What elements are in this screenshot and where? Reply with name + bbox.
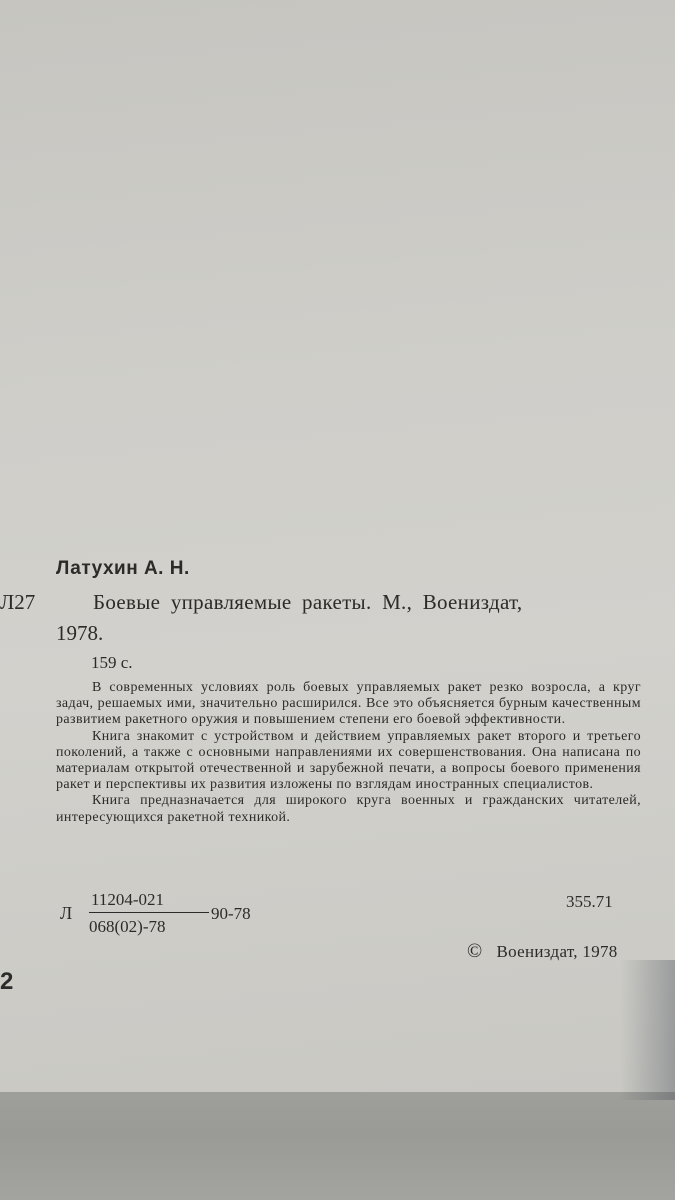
udk-code: 355.71 xyxy=(566,892,613,911)
abstract-paragraph: Книга знакомит с устройством и действием управляемых ракет второго и третьего поколений, а также с основными направлениями их совершенствования. Она написана по материалам открытой отечественной и зарубежной печати, а вопросы боевого применения ракет и перспективы их развития изложены по взглядам иностранных специалистов. xyxy=(56,728,641,793)
copyright-icon: © xyxy=(467,940,483,962)
abstract-paragraph: В современных условиях роль боевых управляемых ракет резко возросла, а круг задач, решаемых ими, значительно расширился. Все это объясняется бурным качественным развитием ракетного оружия и повышением степени его боевой эффективности. xyxy=(56,680,641,728)
table-surface xyxy=(0,1092,675,1200)
fraction-line xyxy=(89,912,209,913)
abstract xyxy=(56,680,641,826)
catalog-code: Л27 xyxy=(0,590,36,614)
copyright-text: Воениздат, 1978 xyxy=(496,942,618,961)
page-mark: 2 xyxy=(0,968,14,995)
page-count: 159 с. xyxy=(91,653,133,672)
copyright-line xyxy=(467,940,618,963)
book-title: Боевые управляемые ракеты. М., Воениздат, xyxy=(93,590,523,614)
index-letter: Л xyxy=(60,903,73,923)
index-denominator: 068(02)-78 xyxy=(89,917,166,936)
author-name: Латухин А. Н. xyxy=(56,558,190,579)
publication-year: 1978. xyxy=(56,621,104,645)
abstract-paragraph: Книга предназначается для широкого круга военных и гражданских читателей, интересующихся ракетной техникой. xyxy=(56,793,641,825)
index-numerator: 11204-021 xyxy=(91,890,165,909)
page-edge-shadow xyxy=(620,960,675,1100)
index-suffix: 90-78 xyxy=(211,904,251,923)
